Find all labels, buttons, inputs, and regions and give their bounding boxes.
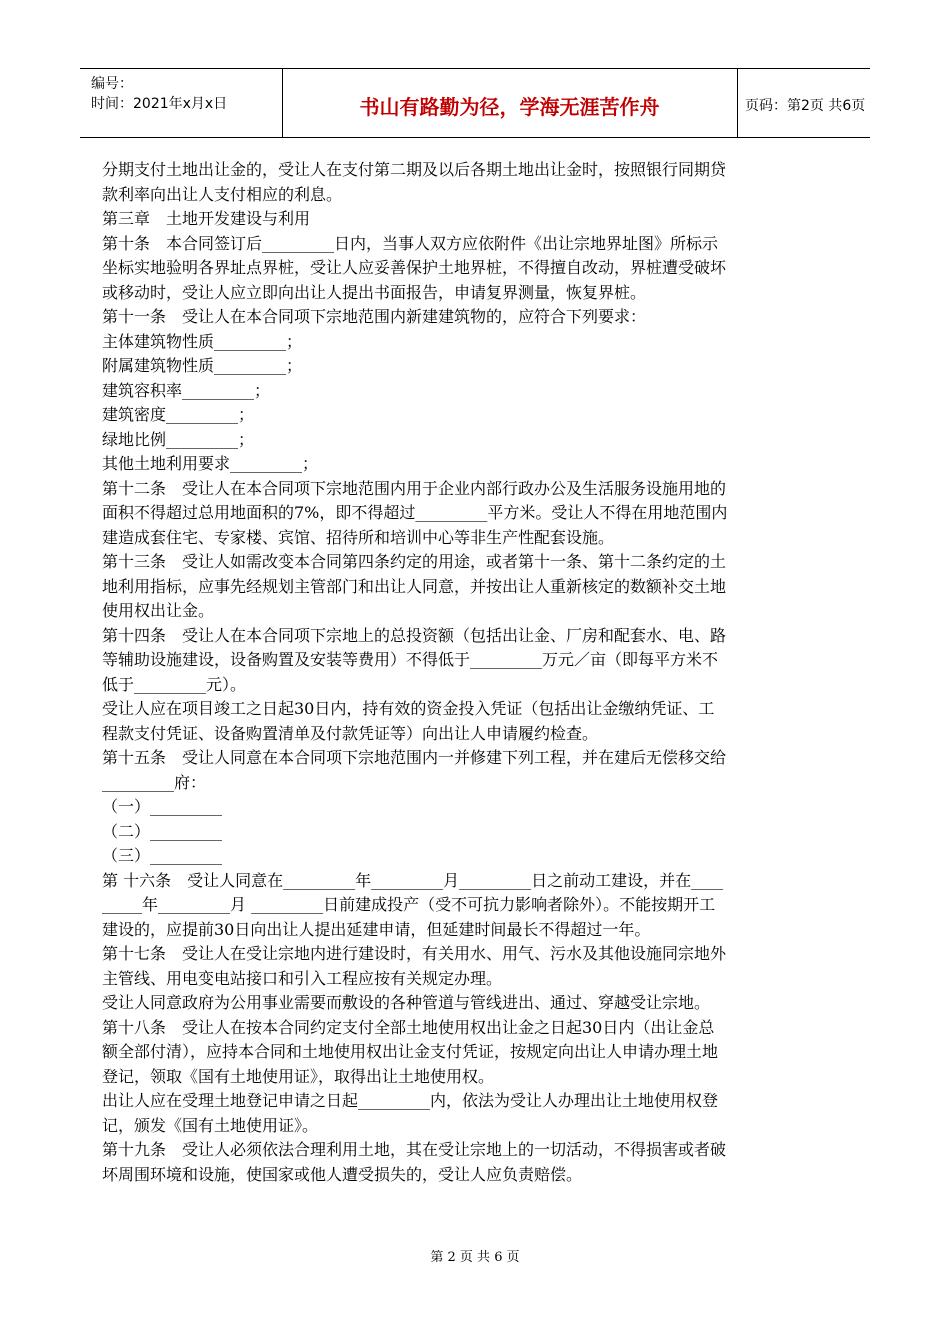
body-line: 坏周围环境和设施，使国家或他人遭受损失的，受让人应负责赔偿。	[102, 1164, 583, 1184]
body-line: 建造成套住宅、专家楼、宾馆、招待所和培训中心等非生产性配套设施。	[102, 527, 615, 547]
body-line: 坐标实地验明各界址点界桩，受让人应妥善保护土地界桩，不得擅自改动，界桩遭受破坏	[102, 258, 727, 277]
body-line: 第 十六条 受让人同意在_________年_________月_________日之前动工建设，并在____	[102, 870, 724, 890]
body-line: 等辅助设施建设，设备购置及安装等费用）不得低于_________万元／亩（即每平方米不	[102, 650, 719, 669]
body-line: 建筑容积率_________；	[102, 380, 271, 400]
body-line: 面积不得超过总用地面积的7%，即不得超过_________平方米。受让人不得在用地范围内	[102, 503, 728, 522]
body-line: 地利用指标，应事先经规划主管部门和出让人同意，并按出让人重新核定的数额补交土地	[102, 576, 727, 596]
body-line: 登记，领取《国有土地使用证》，取得出让土地使用权。	[102, 1066, 495, 1086]
body-line: 或移动时，受让人应立即向出让人提出书面报告，申请复界测量，恢复界桩。	[102, 282, 647, 302]
body-line: （二）_________	[102, 821, 223, 841]
body-line: 第三章 土地开发建设与利用	[102, 209, 311, 228]
document-date: 时间：2021年x月x日	[91, 96, 228, 112]
page-footer: 第 2 页 共 6 页	[430, 1250, 520, 1265]
body-line: 建筑密度_________；	[102, 405, 255, 424]
body-line: 款利率向出让人支付相应的利息。	[102, 184, 343, 204]
header-left-cell	[80, 69, 283, 137]
body-line: 第十二条 受让人在本合同项下宗地范围内用于企业内部行政办公及生活服务设施用地的	[102, 478, 727, 498]
body-line: （一）_________	[102, 797, 223, 816]
body-line: 第十五条 受让人同意在本合同项下宗地范围内一并修建下列工程，并在建后无偿移交给	[102, 748, 727, 767]
header-motto: 书山有路勤为径，学海无涯苦作舟	[359, 95, 660, 119]
header-page-cell	[737, 69, 870, 137]
body-line: 第十九条 受让人必须依法合理利用土地，其在受让宗地上的一切活动，不得损害或者破	[102, 1140, 727, 1159]
body-line: 其他土地利用要求_________；	[102, 454, 319, 473]
header-motto-cell	[282, 69, 738, 137]
body-line: 低于_________元）。	[102, 674, 247, 694]
body-line: 额全部付清），应持本合同和土地使用权出让金支付凭证，按规定向出让人申请办理土地	[102, 1042, 719, 1061]
body-line: 第十一条 受让人在本合同项下宗地范围内新建建筑物的，应符合下列要求：	[102, 307, 647, 326]
body-line: _____年_________月 _________日前建成投产（受不可抗力影响者除外）。不能按期开工	[102, 895, 716, 914]
body-line: 记，颁发《国有土地使用证》。	[102, 1115, 319, 1135]
body-line: 第十条 本合同签订后_________日内，当事人双方应依附件《出让宗地界址图》所标示	[102, 233, 719, 253]
body-line: （三）_________	[102, 846, 223, 865]
body-line: 绿地比例_________；	[102, 429, 255, 449]
contract-body	[102, 158, 848, 1187]
body-line: 分期支付土地出让金的，受让人在支付第二期及以后各期土地出让金时，按照银行同期贷	[102, 160, 727, 179]
body-line: 出让人应在受理土地登记申请之日起_________内，依法为受让人办理出让土地使用权登	[102, 1091, 719, 1110]
body-line: 使用权出让金。	[102, 601, 215, 620]
body-line: _________府：	[102, 772, 207, 792]
body-line: 第十七条 受让人在受让宗地内进行建设时，有关用水、用气、污水及其他设施同宗地外	[102, 944, 727, 963]
body-line: 主管线、用电变电站接口和引入工程应按有关规定办理。	[102, 968, 503, 988]
body-line: 第十三条 受让人如需改变本合同第四条约定的用途，或者第十一条、第十二条约定的土	[102, 552, 727, 571]
body-line: 受让人应在项目竣工之日起30日内，持有效的资金投入凭证（包括出让金缴纳凭证、工	[102, 699, 715, 718]
body-line: 附属建筑物性质_________；	[102, 356, 303, 375]
header-page-code: 页码：第2页 共6页	[745, 98, 866, 114]
document-number-label: 编号：	[91, 76, 133, 92]
body-line: 受让人同意政府为公用事业需要而敷设的各种管道与管线进出、通过、穿越受让宗地。	[102, 993, 711, 1012]
body-line: 建设的，应提前30日向出让人提出延建申请，但延建时间最长不得超过一年。	[102, 919, 651, 939]
body-line: 第十八条 受让人在按本合同约定支付全部土地使用权出让金之日起30日内（出让金总	[102, 1017, 715, 1037]
body-line: 第十四条 受让人在本合同项下宗地上的总投资额（包括出让金、厂房和配套水、电、路	[102, 625, 727, 645]
body-line: 主体建筑物性质_________；	[102, 331, 303, 351]
page-header	[80, 68, 870, 138]
body-line: 程款支付凭证、设备购置清单及付款凭证等）向出让人申请履约检查。	[102, 723, 599, 743]
